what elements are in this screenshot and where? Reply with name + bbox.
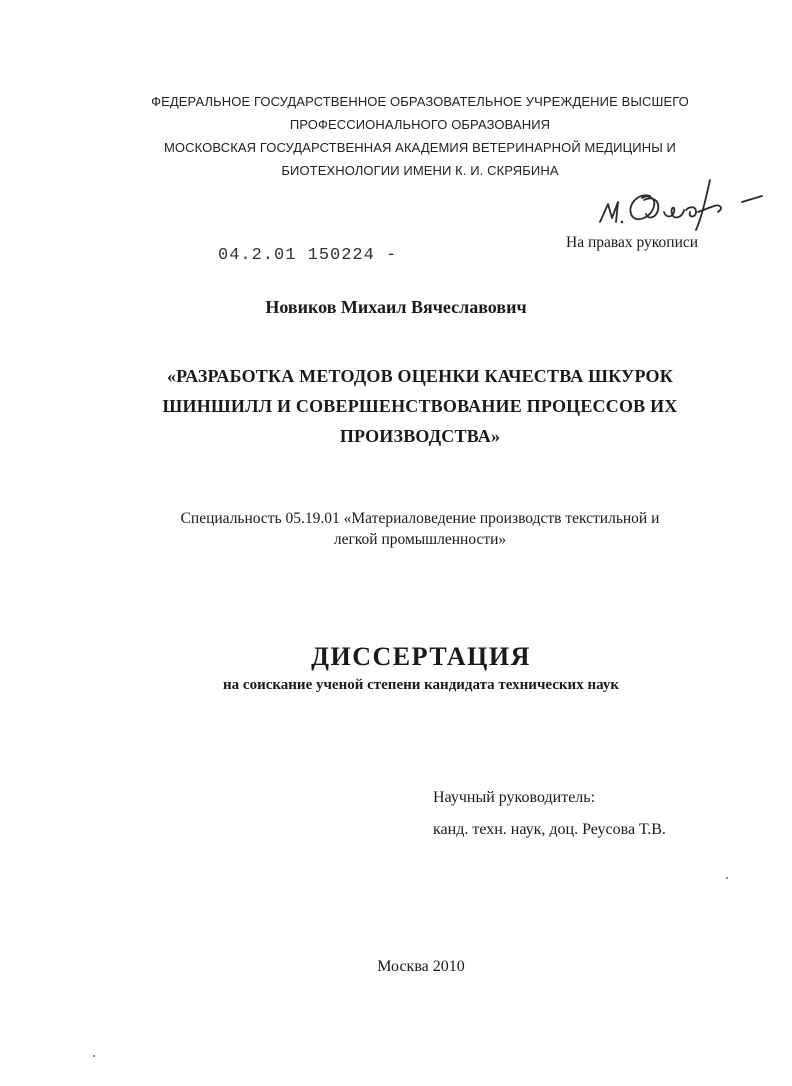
signature-icon — [592, 176, 782, 236]
supervisor-name: канд. техн. наук, доц. Реусова Т.В. — [433, 821, 666, 838]
registration-number: 04.2.01 150224 - — [218, 246, 398, 265]
title-line: ШИНШИЛЛ И СОВЕРШЕНСТВОВАНИЕ ПРОЦЕССОВ ИХ — [162, 396, 678, 416]
degree-subheading: на соискание ученой степени кандидата технических наук — [223, 677, 619, 693]
author-name: Новиков Михаил Вячеславович — [265, 297, 527, 317]
scan-speck — [93, 1055, 95, 1057]
document-type-heading: ДИССЕРТАЦИЯ — [311, 642, 531, 671]
specialty-line: легкой промышленности» — [333, 531, 507, 548]
header-line: МОСКОВСКАЯ ГОСУДАРСТВЕННАЯ АКАДЕМИЯ ВЕТЕРИНАРНОЙ МЕДИЦИНЫ И — [164, 140, 676, 155]
title-line: «РАЗРАБОТКА МЕТОДОВ ОЦЕНКИ КАЧЕСТВА ШКУРОК — [166, 366, 673, 386]
header-line: ПРОФЕССИОНАЛЬНОГО ОБРАЗОВАНИЯ — [289, 117, 551, 132]
rights-note: На правах рукописи — [566, 234, 699, 251]
place-and-year: Москва 2010 — [377, 958, 465, 975]
supervisor-block — [433, 782, 666, 846]
supervisor-label: Научный руководитель: — [433, 789, 596, 806]
specialty-line: Специальность 05.19.01 «Материаловедение производств текстильной и — [180, 510, 660, 527]
title-line: ПРОИЗВОДСТВА» — [339, 426, 501, 446]
specialty — [100, 508, 740, 550]
header-line: ФЕДЕРАЛЬНОЕ ГОСУДАРСТВЕННОЕ ОБРАЗОВАТЕЛЬНОЕ УЧРЕЖДЕНИЕ ВЫСШЕГО — [151, 94, 689, 109]
dissertation-title — [100, 361, 740, 451]
scan-speck — [726, 877, 728, 879]
institution-header — [90, 90, 750, 182]
header-line: БИОТЕХНОЛОГИИ ИМЕНИ К. И. СКРЯБИНА — [281, 163, 559, 178]
